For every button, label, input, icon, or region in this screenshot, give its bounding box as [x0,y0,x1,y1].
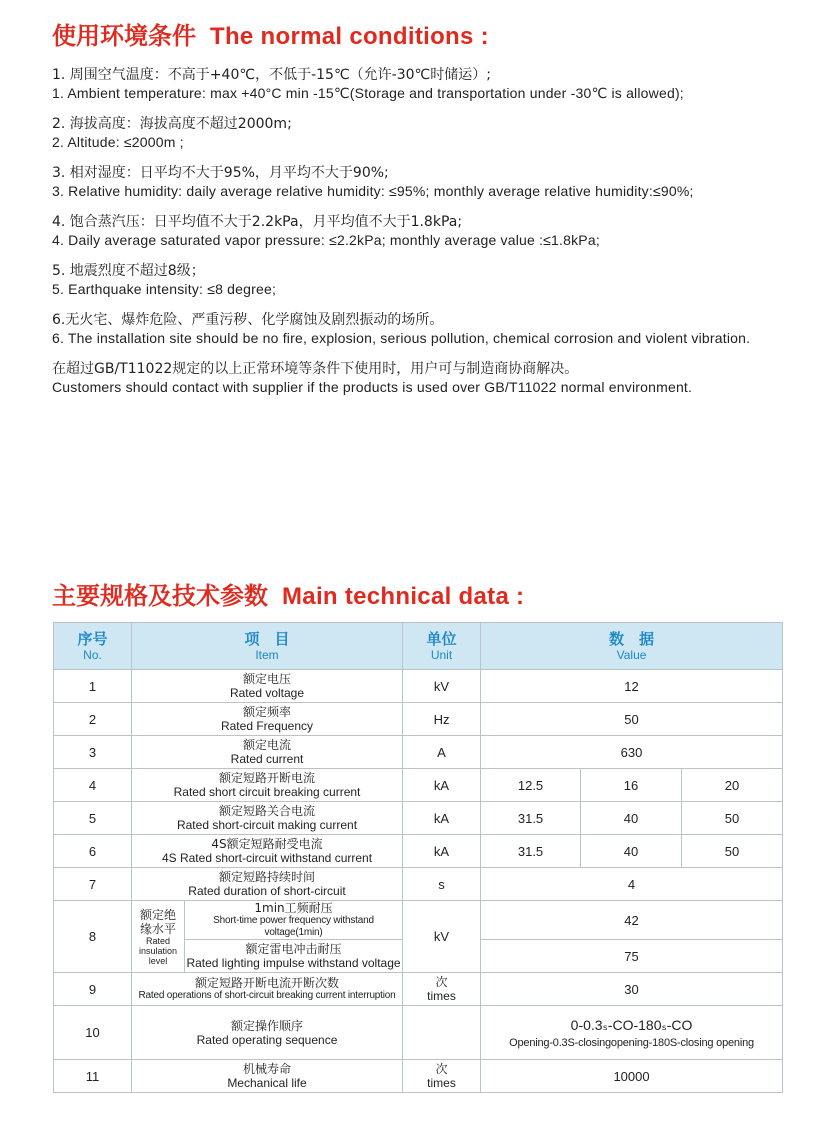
condition-zh: 5. 地震烈度不超过8级； [52,263,205,279]
table-row [54,769,783,802]
row-item: 额定电流 Rated current [132,736,403,769]
row-no: 1 [54,670,132,703]
condition-item [52,66,772,102]
row-value: 12.5 [481,769,581,802]
row-item: 额定短路关合电流 Rated short-circuit making current [132,802,403,835]
table-row [54,802,783,835]
row-subitem: 额定雷电冲击耐压 Rated lighting impulse withstand voltage [185,940,403,973]
table-row [54,1060,783,1093]
row-no: 5 [54,802,132,835]
row-no: 3 [54,736,132,769]
row-unit [403,1006,481,1060]
technical-data-heading [52,576,524,611]
row-item: 额定短路持续时间 Rated duration of short-circuit [132,868,403,901]
technical-data-table [53,622,783,1093]
row-unit: kA [403,769,481,802]
table-row [54,703,783,736]
condition-zh: 6.无火宅、爆炸危险、严重污秽、化学腐蚀及剧烈振动的场所。 [52,312,444,328]
condition-note [52,360,772,396]
table-row [54,901,783,940]
row-value: 20 [682,769,783,802]
header-no: 序号 No. [54,623,132,670]
condition-en: 5. Earthquake intensity: ≤8 degree; [52,281,277,297]
header-value: 数 据 Value [481,623,783,670]
row-no: 6 [54,835,132,868]
row-unit: kA [403,835,481,868]
condition-en: 2. Altitude: ≤2000m ; [52,134,184,150]
row-unit: s [403,868,481,901]
row-value: 30 [481,973,783,1006]
row-item: 额定频率 Rated Frequency [132,703,403,736]
condition-en: 6. The installation site should be no fire, explosion, serious pollution, chemical corrosion and violent vibration. [52,330,751,346]
conditions-list [52,66,772,409]
row-value: 0-0.3ₛ-CO-180ₛ-CO Opening-0.3S-closingopening-180S-closing opening [481,1006,783,1060]
table-row [54,835,783,868]
condition-zh: 2. 海拔高度：海拔高度不超过2000m; [52,116,292,132]
row-value: 31.5 [481,835,581,868]
row-value: 630 [481,736,783,769]
row-value: 75 [481,940,783,973]
row-unit: Hz [403,703,481,736]
row-no: 2 [54,703,132,736]
header-unit: 单位 Unit [403,623,481,670]
table-row [54,736,783,769]
condition-zh: 在超过GB/T11022规定的以上正常环境等条件下使用时，用户可与制造商协商解决。 [52,361,579,377]
conditions-heading-en: The normal conditions : [210,23,489,50]
condition-en: 4. Daily average saturated vapor pressure: ≤2.2kPa; monthly average value :≤1.8kPa; [52,232,600,248]
table-row [54,670,783,703]
condition-item [52,262,772,298]
condition-zh: 4. 饱合蒸汽压：日平均值不大于2.2kPa，月平均值不大于1.8kPa; [52,214,463,230]
condition-item [52,213,772,249]
row-value: 42 [481,901,783,940]
row-no: 4 [54,769,132,802]
row-value: 50 [682,835,783,868]
condition-en: 3. Relative humidity: daily average relative humidity: ≤95%; monthly average relative humidity:≤90%; [52,183,694,199]
row-unit: 次 times [403,973,481,1006]
condition-en: Customers should contact with supplier if the products is used over GB/T11022 normal environment. [52,379,693,395]
conditions-heading-zh: 使用环境条件 [52,22,196,50]
row-item: 额定电压 Rated voltage [132,670,403,703]
row-unit: kV [403,670,481,703]
row-value: 12 [481,670,783,703]
row-item: 4S额定短路耐受电流 4S Rated short-circuit withstand current [132,835,403,868]
row-subitem: 1min工频耐压 Short-time power frequency withstand voltage(1min) [185,901,403,940]
row-value: 40 [581,835,682,868]
condition-zh: 1. 周围空气温度：不高于+40℃，不低于-15℃（允许-30℃时储运）; [52,67,491,83]
condition-item [52,164,772,200]
row-item: 额定短路开断电流 Rated short circuit breaking current [132,769,403,802]
row-value: 40 [581,802,682,835]
condition-en: 1. Ambient temperature: max +40°C min -15℃(Storage and transportation under -30℃ is allowed); [52,85,684,101]
row-no: 11 [54,1060,132,1093]
row-value: 50 [682,802,783,835]
row-no: 9 [54,973,132,1006]
table-row [54,1006,783,1060]
table-row [54,868,783,901]
insulation-group-label: 额定绝 缘水平 Rated insulation level [132,901,185,973]
conditions-heading [52,16,489,51]
row-value: 16 [581,769,682,802]
row-unit: kA [403,802,481,835]
table-header-row [54,623,783,670]
technical-data-heading-en: Main technical data : [282,583,525,610]
header-item: 项 目 Item [132,623,403,670]
row-item: 额定短路开断电流开断次数 Rated operations of short-circuit breaking current interruption [132,973,403,1006]
row-unit: A [403,736,481,769]
condition-item [52,115,772,151]
row-value: 4 [481,868,783,901]
row-value: 50 [481,703,783,736]
row-item: 额定操作顺序 Rated operating sequence [132,1006,403,1060]
condition-item [52,311,772,347]
row-unit: 次 times [403,1060,481,1093]
row-no: 8 [54,901,132,973]
condition-zh: 3. 相对湿度：日平均不大于95%，月平均不大于90%; [52,165,389,181]
row-item: 机械寿命 Mechanical life [132,1060,403,1093]
technical-data-heading-zh: 主要规格及技术参数 [52,582,268,610]
row-value: 10000 [481,1060,783,1093]
row-unit: kV [403,901,481,973]
row-value: 31.5 [481,802,581,835]
table-row [54,973,783,1006]
row-no: 7 [54,868,132,901]
row-no: 10 [54,1006,132,1060]
